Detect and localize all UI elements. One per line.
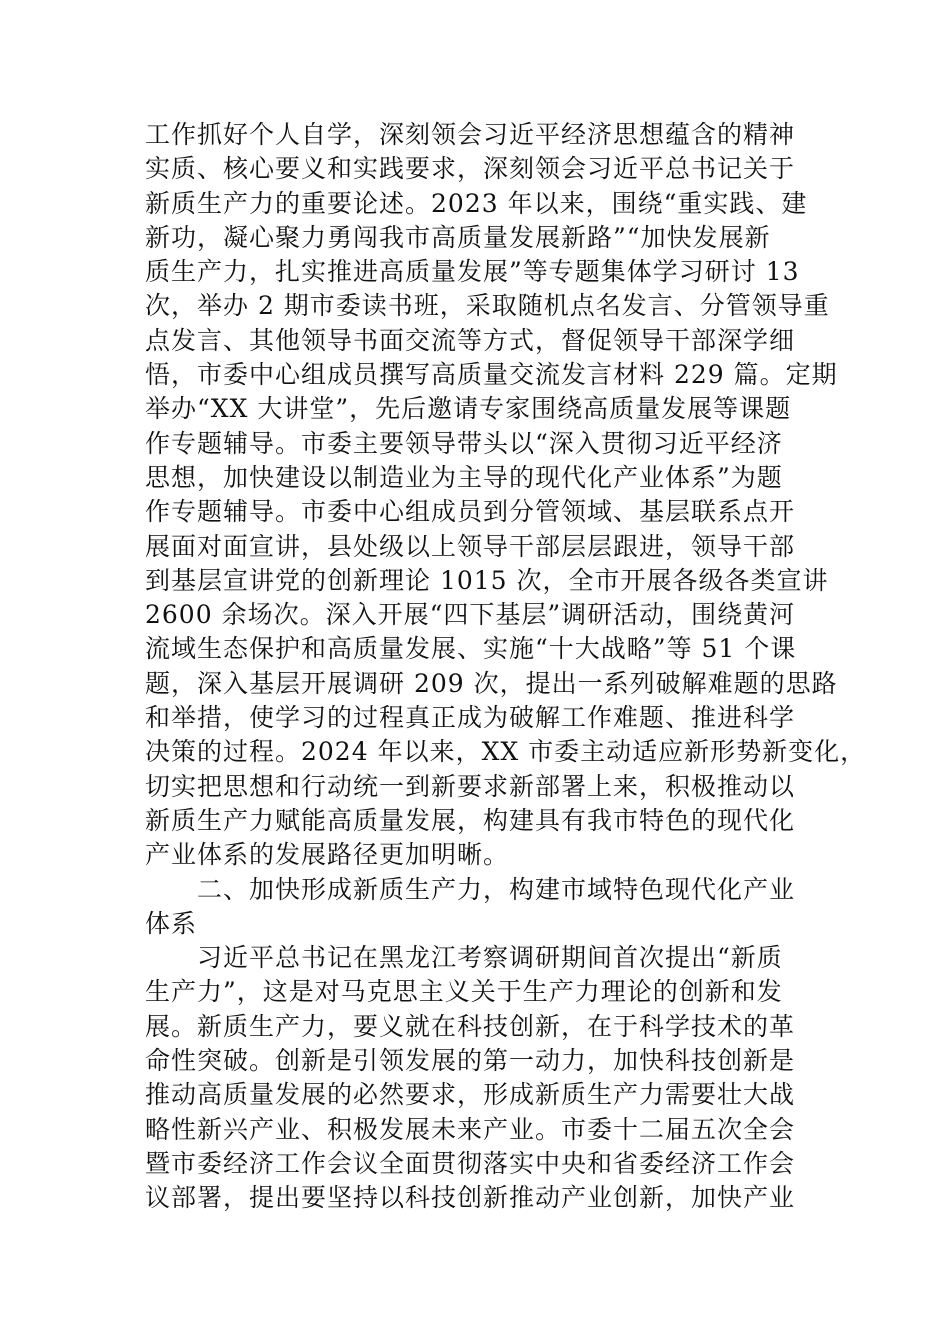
text-line: 展面对面宣讲，县处级以上领导干部层层跟进，领导干部 xyxy=(145,531,796,561)
text-line: 作专题辅导。市委主要领导带头以“深入贯彻习近平经济 xyxy=(145,428,783,458)
section-heading xyxy=(145,873,835,942)
paragraph xyxy=(145,941,835,1215)
text-line: 作专题辅导。市委中心组成员到分管领域、基层联系点开 xyxy=(145,497,796,527)
text-line: 略性新兴产业、积极发展未来产业。市委十二届五次全会 xyxy=(145,1114,796,1144)
heading-line: 体系 xyxy=(145,908,198,938)
text-line: 次，举办 2 期市委读书班，采取随机点名发言、分管领导重 xyxy=(145,291,830,321)
text-line: 和举措，使学习的过程真正成为破解工作难题、推进科学 xyxy=(145,703,796,733)
text-line: 命性突破。创新是引领发展的第一动力，加快科技创新是 xyxy=(145,1046,796,1076)
text-line: 产业体系的发展路径更加明晰。 xyxy=(145,840,510,870)
text-line: 悟，市委中心组成员撰写高质量交流发言材料 229 篇。定期 xyxy=(145,360,838,390)
document-body xyxy=(145,118,867,1216)
text-line: 实质、核心要义和实践要求，深刻领会习近平总书记关于 xyxy=(145,154,796,184)
text-line: 生产力”，这是对马克思主义关于生产力理论的创新和发 xyxy=(145,977,783,1007)
text-line: 思想，加快建设以制造业为主导的现代化产业体系”为题 xyxy=(145,462,783,492)
text-line: 习近平总书记在黑龙江考察调研期间首次提出“新质 xyxy=(197,943,783,973)
text-line: 举办“XX 大讲堂”，先后邀请专家围绕高质量发展等课题 xyxy=(145,394,792,424)
paragraph-continued xyxy=(145,118,867,873)
heading-line: 二、加快形成新质生产力，构建市域特色现代化产业 xyxy=(197,874,796,904)
text-line: 工作抓好个人自学，深刻领会习近平经济思想蕴含的精神 xyxy=(145,120,796,149)
text-line: 议部署，提出要坚持以科技创新推动产业创新，加快产业 xyxy=(145,1183,796,1213)
text-line: 决策的过程。2024 年以来，XX 市委主动适应新形势新变化， xyxy=(145,737,867,767)
text-line: 新功，凝心聚力勇闯我市高质量发展新路”“加快发展新 xyxy=(145,222,771,252)
text-line: 流域生态保护和高质量发展、实施“十大战略”等 51 个课 xyxy=(145,634,797,664)
text-line: 新质生产力赋能高质量发展，构建具有我市特色的现代化 xyxy=(145,805,796,835)
text-line: 暨市委经济工作会议全面贯彻落实中央和省委经济工作会 xyxy=(145,1148,796,1178)
text-line: 点发言、其他领导书面交流等方式，督促领导干部深学细 xyxy=(145,325,796,355)
text-line: 到基层宣讲党的创新理论 1015 次，全市开展各级各类宣讲 xyxy=(145,565,829,595)
text-line: 切实把思想和行动统一到新要求新部署上来，积极推动以 xyxy=(145,771,796,801)
text-line: 展。新质生产力，要义就在科技创新，在于科学技术的革 xyxy=(145,1011,796,1041)
text-line: 质生产力，扎实推进高质量发展”等专题集体学习研讨 13 xyxy=(145,257,800,287)
text-line: 2600 余场次。深入开展“四下基层”调研活动，围绕黄河 xyxy=(145,600,796,630)
text-line: 题，深入基层开展调研 209 次，提出一系列破解难题的思路 xyxy=(145,668,838,698)
text-line: 新质生产力的重要论述。2023 年以来，围绕“重实践、建 xyxy=(145,188,808,218)
text-line: 推动高质量发展的必然要求，形成新质生产力需要壮大战 xyxy=(145,1080,796,1110)
